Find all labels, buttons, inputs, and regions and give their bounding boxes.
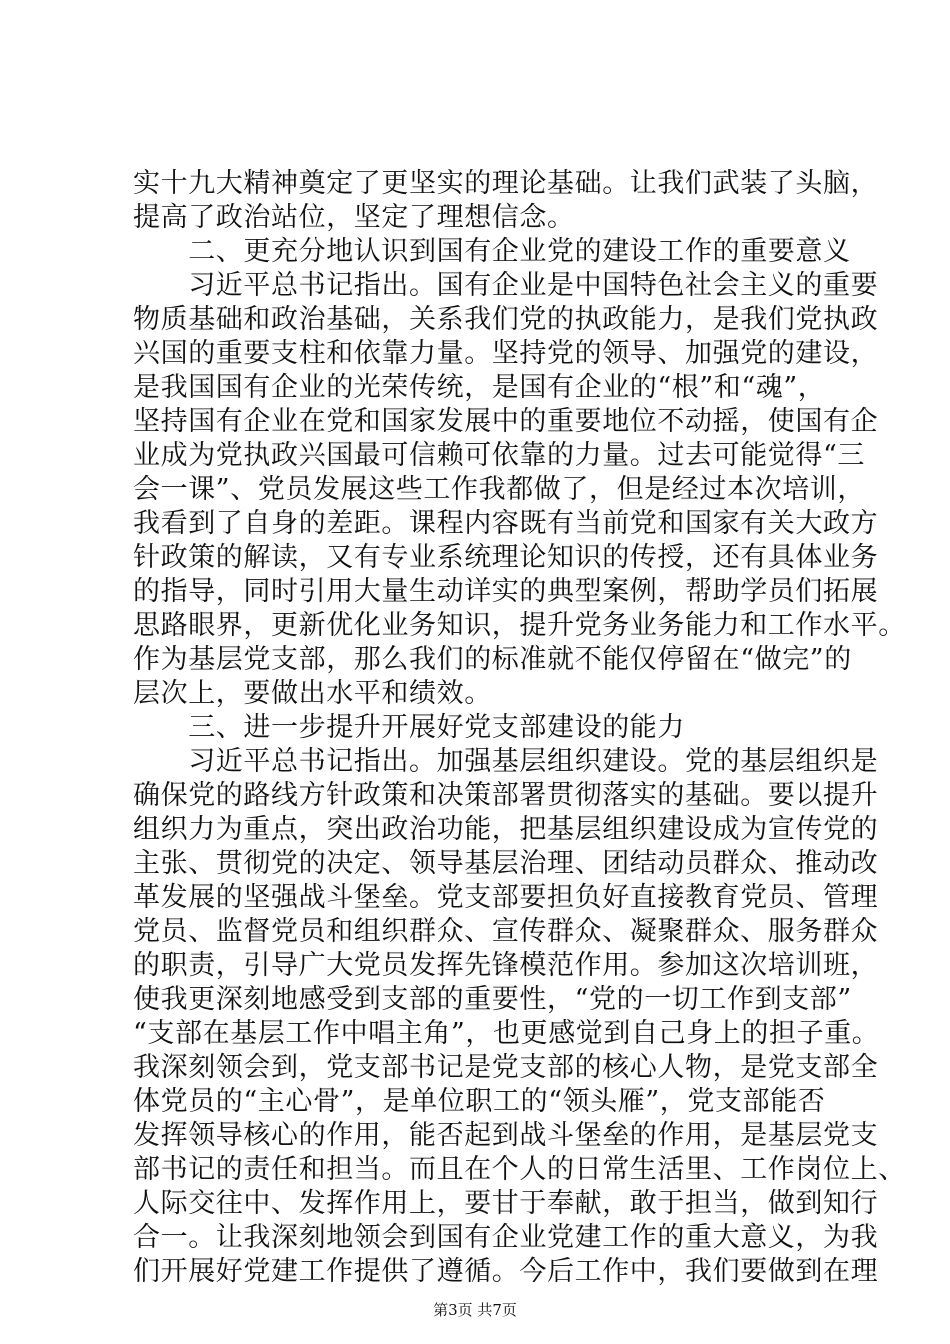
text-line: 部书记的责任和担当。而且在个人的日常生活里、工作岗位上、 <box>133 1154 906 1185</box>
text-line: 使我更深刻地感受到支部的重要性，“党的一切工作到支部” <box>133 984 852 1015</box>
text-line: 提高了政治站位，坚定了理想信念。 <box>133 202 575 233</box>
text-line: 确保党的路线方针政策和决策部署贯彻落实的基础。要以提升 <box>133 780 879 811</box>
text-line: 合一。让我深刻地领会到国有企业党建工作的重大意义，为我 <box>133 1222 879 1253</box>
text-line: 的指导，同时引用大量生动详实的典型案例，帮助学员们拓展 <box>133 576 879 607</box>
text-line: 党员、监督党员和组织群众、宣传群众、凝聚群众、服务群众 <box>133 916 879 947</box>
text-line: 们开展好党建工作提供了遵循。今后工作中，我们要做到在理 <box>133 1256 879 1287</box>
text-line: 针政策的解读，又有专业系统理论知识的传授，还有具体业务 <box>133 542 879 573</box>
text-line: 的职责，引导广大党员发挥先锋模范作用。参加这次培训班， <box>133 950 879 981</box>
section-heading: 二、更充分地认识到国有企业党的建设工作的重要意义 <box>133 236 851 267</box>
text-line: 人际交往中、发挥作用上，要甘于奉献，敢于担当，做到知行 <box>133 1188 879 1219</box>
text-line: 发挥领导核心的作用，能否起到战斗堡垒的作用，是基层党支 <box>133 1120 879 1151</box>
text-line: 层次上，要做出水平和绩效。 <box>133 678 492 709</box>
text-line: 组织力为重点，突出政治功能，把基层组织建设成为宣传党的 <box>133 814 879 845</box>
text-line: “支部在基层工作中唱主角”，也更感觉到自己身上的担子重。 <box>133 1018 880 1049</box>
text-line: 主张、贯彻党的决定、领导基层治理、团结动员群众、推动改 <box>133 848 879 879</box>
text-line: 业成为党执政兴国最可信赖可依靠的力量。过去可能觉得“三 <box>133 440 866 471</box>
page-footer: 第3页 共7页 <box>433 1301 517 1319</box>
text-line: 会一课”、党员发展这些工作我都做了，但是经过本次培训， <box>133 474 866 505</box>
text-line: 实十九大精神奠定了更坚实的理论基础。让我们武装了头脑， <box>133 168 879 199</box>
text-line: 我深刻领会到，党支部书记是党支部的核心人物，是党支部全 <box>133 1052 879 1083</box>
text-line: 兴国的重要支柱和依靠力量。坚持党的领导、加强党的建设， <box>133 338 879 369</box>
text-line: 思路眼界，更新优化业务知识，提升党务业务能力和工作水平。 <box>133 610 906 641</box>
text-line: 体党员的“主心骨”，是单位职工的“领头雁”，党支部能否 <box>133 1086 826 1117</box>
text-line: 革发展的坚强战斗堡垒。党支部要担负好直接教育党员、管理 <box>133 882 879 913</box>
section-heading: 三、进一步提升开展好党支部建设的能力 <box>133 712 685 743</box>
text-line: 我看到了自身的差距。课程内容既有当前党和国家有关大政方 <box>133 508 879 539</box>
text-line: 坚持国有企业在党和国家发展中的重要地位不动摇，使国有企 <box>133 406 879 437</box>
text-line: 是我国国有企业的光荣传统，是国有企业的“根”和“魂”， <box>133 372 826 403</box>
text-line: 习近平总书记指出。加强基层组织建设。党的基层组织是 <box>133 746 879 777</box>
text-line: 作为基层党支部，那么我们的标准就不能仅停留在“做完”的 <box>133 644 852 675</box>
text-line: 习近平总书记指出。国有企业是中国特色社会主义的重要 <box>133 270 879 301</box>
text-line: 物质基础和政治基础，关系我们党的执政能力，是我们党执政 <box>133 304 879 335</box>
